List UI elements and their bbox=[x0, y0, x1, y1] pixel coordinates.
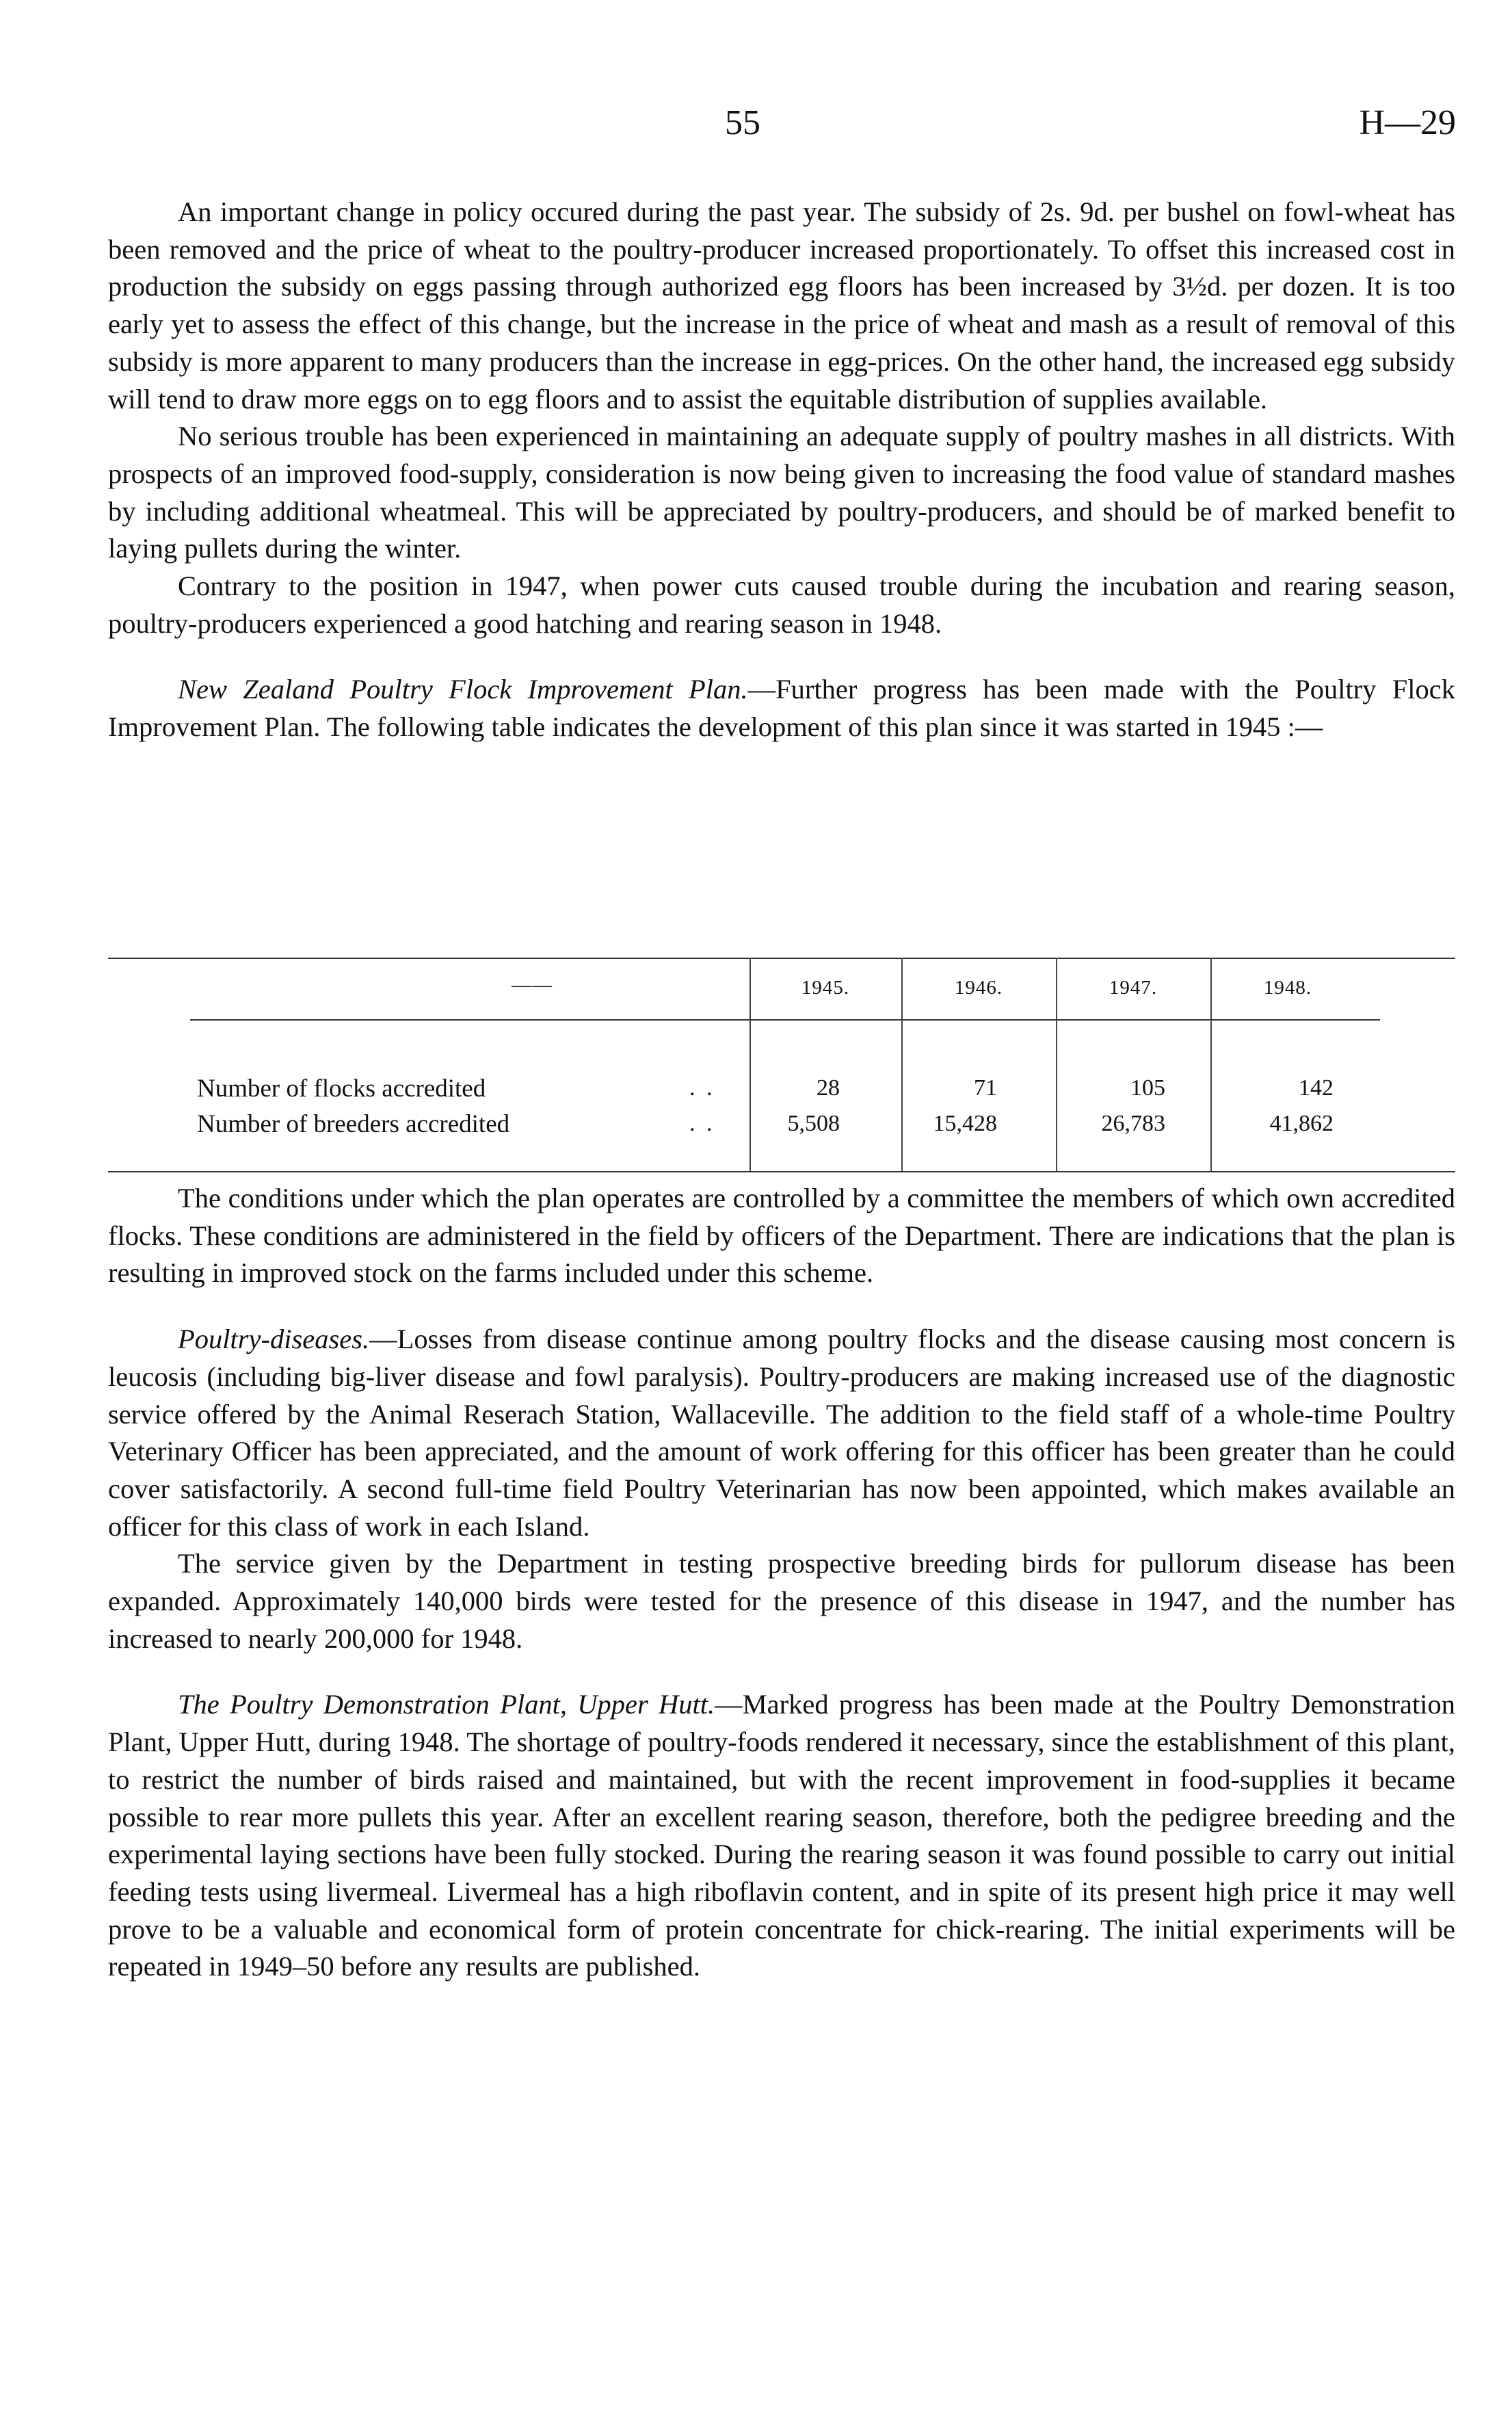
page-number: 55 bbox=[725, 103, 760, 142]
table-cell: 15,428 bbox=[933, 1111, 997, 1136]
flock-plan-text: —Further progress has been made with the Poultry Flock Improvement Plan. The following table indicates the development of this plan since it was started in 1945 :— bbox=[108, 674, 1455, 743]
demo-plant-text: —Marked progress has been made at the Poultry Demonstration Plant, Upper Hutt, during 1948. The shortage of poultry-foods rendered it necessary, since the establishment of this plant, to restrict the number of birds raised and maintained, but with the recent improvement in food-supplies it became possible to rear more pullets this year. After an excellent rearing season, therefore, both the pedigree breeding and the experimental laying sections have been fully stocked. During the rearing season it was found possible to carry out initial feeding tests using livermeal. Livermeal has a high riboflavin content, and in spite of its present high price it may well prove to be a valuable and economical form of protein concentrate for chick-rearing. The initial experiments will be repeated in 1949–50 before any results are published. bbox=[108, 1689, 1455, 1982]
paragraph-pullorum: The service given by the Department in testing prospective breeding birds for pullorum disease has been expanded. Approximately 140,000 birds were tested for the presence of this disease in 1947, and the number has increased to nearly 200,000 for 1948. bbox=[108, 1548, 1455, 1654]
table-cell: 71 bbox=[974, 1075, 997, 1101]
table-header-year: 1948. bbox=[1263, 977, 1312, 999]
paragraph-mashes: No serious trouble has been experienced in maintaining an adequate supply of poultry mashes in all districts. With prospects of an improved food-supply, consideration is now being given to increasing the food value of standard mashes by including additional wheatmeal. This will be appreciated by poultry-producers, and should be of marked benefit to laying pullets during the winter. bbox=[108, 421, 1455, 564]
table-row-leader-dots: . . bbox=[689, 1075, 715, 1101]
table-cell: 5,508 bbox=[787, 1111, 840, 1136]
lower-text-block bbox=[108, 1180, 1455, 1986]
table-cell: 142 bbox=[1299, 1075, 1334, 1101]
paragraph-diseases bbox=[108, 1321, 1455, 1545]
table-corner-dash: —— bbox=[512, 974, 553, 996]
table-row-label: Number of flocks accredited bbox=[197, 1075, 486, 1103]
upper-text-block bbox=[108, 194, 1455, 746]
table-cell: 105 bbox=[1130, 1075, 1165, 1101]
paragraph-power-cuts: Contrary to the position in 1947, when power cuts caused trouble during the incubation and rearing season, poultry-producers experienced a good hatching and rearing season in 1948. bbox=[108, 570, 1455, 639]
demo-plant-heading: The Poultry Demonstration Plant, Upper Hutt. bbox=[178, 1689, 715, 1720]
table-row-leader-dots: . . bbox=[689, 1111, 715, 1136]
table-row-label: Number of breeders accredited bbox=[197, 1110, 510, 1138]
table-cell: 41,862 bbox=[1269, 1111, 1334, 1136]
flock-plan-heading: New Zealand Poultry Flock Improvement Plan. bbox=[178, 674, 748, 705]
table-cell: 26,783 bbox=[1101, 1111, 1165, 1136]
table-header-year: 1947. bbox=[1109, 977, 1158, 999]
paragraph-policy-change: An important change in policy occured during the past year. The subsidy of 2s. 9d. per bushel on fowl-wheat has been removed and the price of wheat to the poultry-producer increased proportionately. To offset this increased cost in production the subsidy on eggs passing through authorized egg floors has been increased by 3½d. per dozen. It is too early yet to assess the effect of this change, but the increase in the price of wheat and mash as a result of removal of this subsidy is more apparent to many producers than the increase in egg-prices. On the other hand, the increased egg subsidy will tend to draw more eggs on to egg floors and to assist the equitable distribution of supplies available. bbox=[108, 196, 1455, 415]
table-header-year: 1946. bbox=[954, 977, 1003, 999]
table-top-rule bbox=[108, 958, 1455, 959]
diseases-heading: Poultry-diseases. bbox=[178, 1324, 370, 1355]
diseases-text: —Losses from disease continue among poultry flocks and the disease causing most concern is leucosis (including big-liver disease and fowl paralysis). Poultry-producers are making increased use of the diagnostic service offered by the Animal Reserach Station, Wallaceville. The addition to the field staff of a whole-time Poultry Veterinary Officer has been appreciated, and the amount of work offering for this officer has been greater than he could cover satisfactorily. A second full-time field Poultry Veterinarian has now been appointed, which makes available an officer for this class of work in each Island. bbox=[108, 1324, 1455, 1542]
paragraph-conditions: The conditions under which the plan operates are controlled by a committee the members of which own accredited flocks. These conditions are administered in the field by officers of the Department. There are indications that the plan is resulting in improved stock on the farms included under this scheme. bbox=[108, 1183, 1455, 1289]
table-header-rule bbox=[190, 1019, 1380, 1021]
table-bottom-rule bbox=[108, 1171, 1455, 1172]
page-header bbox=[0, 103, 1512, 157]
table-header-year: 1945. bbox=[801, 977, 850, 999]
document-reference: H—29 bbox=[1359, 103, 1456, 142]
paragraph-flock-plan bbox=[108, 671, 1455, 746]
paragraph-demo-plant bbox=[108, 1686, 1455, 1986]
flock-plan-table bbox=[108, 958, 1455, 1177]
table-cell: 28 bbox=[817, 1075, 840, 1101]
